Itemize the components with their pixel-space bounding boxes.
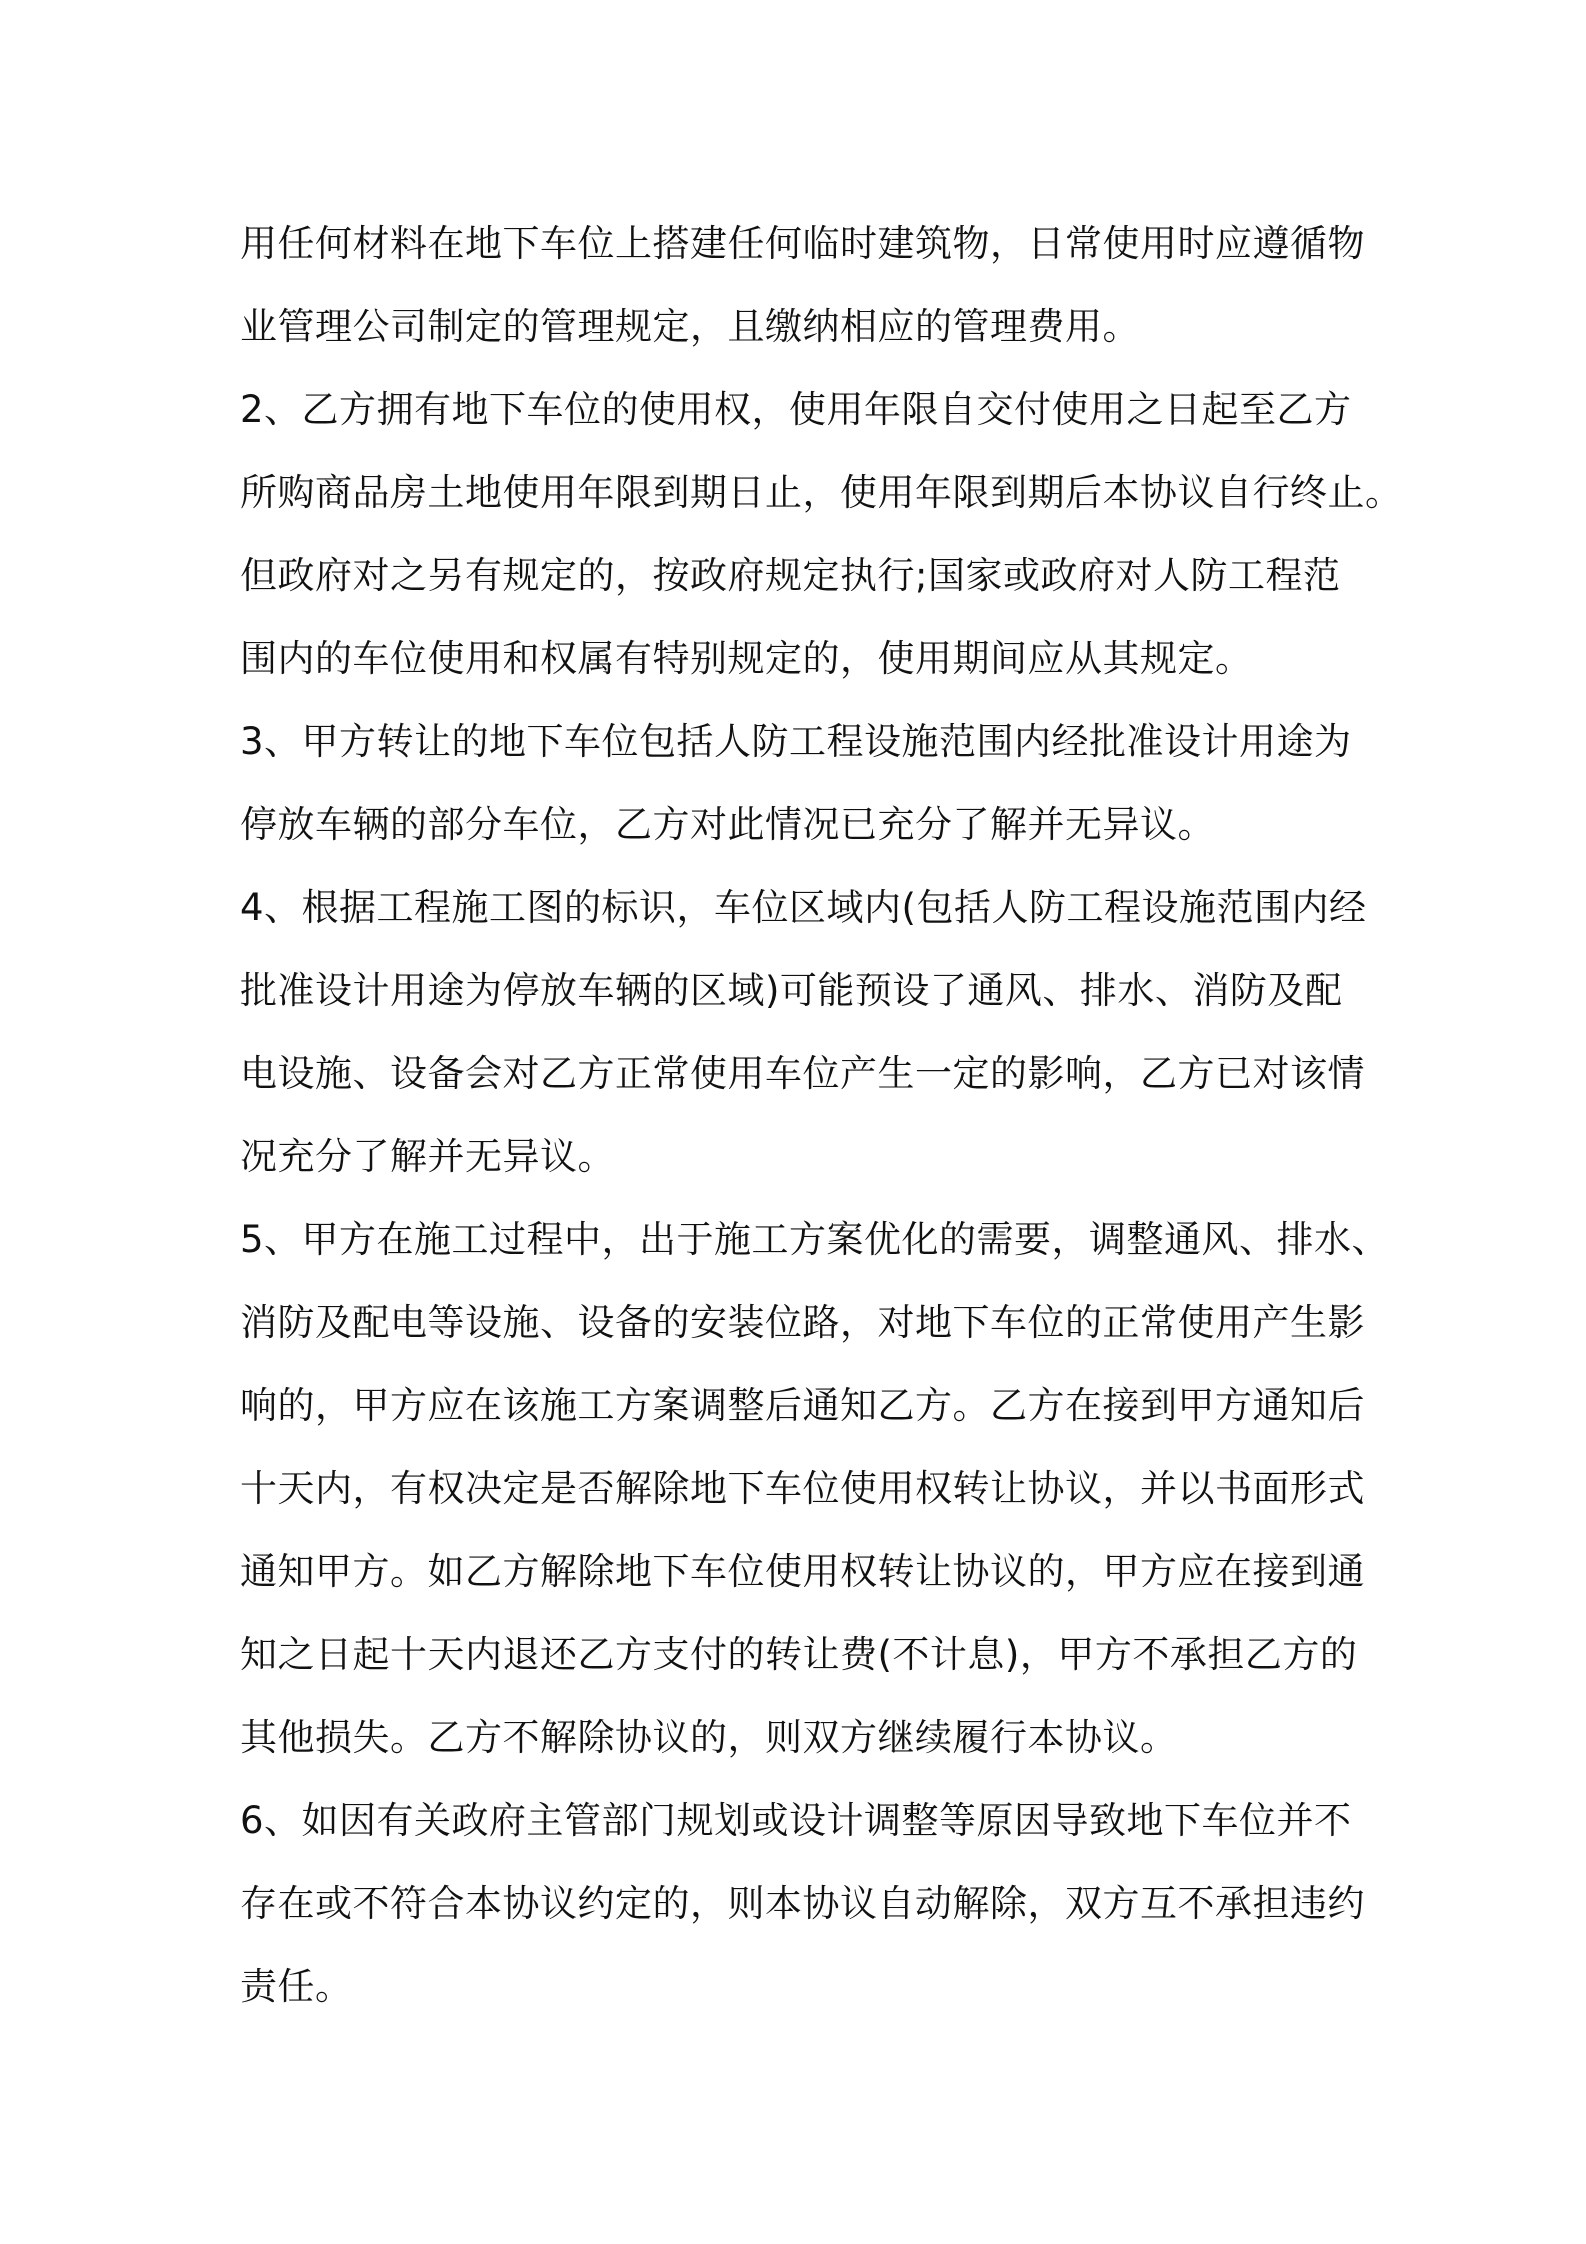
text-line: 其他损失。乙方不解除协议的，则双方继续履行本协议。	[240, 1716, 1178, 1759]
text-line: 存在或不符合本协议约定的，则本协议自动解除，双方互不承担违约	[240, 1882, 1365, 1925]
text-line: 况充分了解并无异议。	[240, 1135, 615, 1178]
text-line: 围内的车位使用和权属有特别规定的，使用期间应从其规定。	[240, 637, 1253, 680]
clause-2-line: 2、乙方拥有地下车位的使用权，使用年限自交付使用之日起至乙方	[240, 388, 1352, 431]
text-line: 所购商品房土地使用年限到期日止，使用年限到期后本协议自行终止。	[240, 471, 1403, 514]
text-line: 消防及配电等设施、设备的安装位路，对地下车位的正常使用产生影	[240, 1301, 1365, 1344]
text-line: 停放车辆的部分车位，乙方对此情况已充分了解并无异议。	[240, 803, 1215, 846]
text-line: 批准设计用途为停放车辆的区域)可能预设了通风、排水、消防及配	[240, 969, 1343, 1012]
text-line: 响的，甲方应在该施工方案调整后通知乙方。乙方在接到甲方通知后	[240, 1384, 1365, 1427]
text-line: 但政府对之另有规定的，按政府规定执行;国家或政府对人防工程范	[240, 554, 1341, 597]
document-body	[240, 202, 1403, 2028]
text-line: 通知甲方。如乙方解除地下车位使用权转让协议的，甲方应在接到通	[240, 1550, 1365, 1593]
clause-3-line: 3、甲方转让的地下车位包括人防工程设施范围内经批准设计用途为	[240, 720, 1352, 763]
clause-5-line: 5、甲方在施工过程中，出于施工方案优化的需要，调整通风、排水、	[240, 1218, 1390, 1261]
clause-4-line: 4、根据工程施工图的标识，车位区域内(包括人防工程设施范围内经	[240, 886, 1367, 929]
clause-6-line: 6、如因有关政府主管部门规划或设计调整等原因导致地下车位并不	[240, 1799, 1352, 1842]
text-line: 电设施、设备会对乙方正常使用车位产生一定的影响，乙方已对该情	[240, 1052, 1365, 1095]
text-line: 用任何材料在地下车位上搭建任何临时建筑物，日常使用时应遵循物	[240, 222, 1365, 265]
text-line: 十天内，有权决定是否解除地下车位使用权转让协议，并以书面形式	[240, 1467, 1365, 1510]
text-line: 业管理公司制定的管理规定，且缴纳相应的管理费用。	[240, 305, 1140, 348]
text-line: 知之日起十天内退还乙方支付的转让费(不计息)，甲方不承担乙方的	[240, 1633, 1358, 1676]
text-line: 责任。	[240, 1965, 353, 2008]
